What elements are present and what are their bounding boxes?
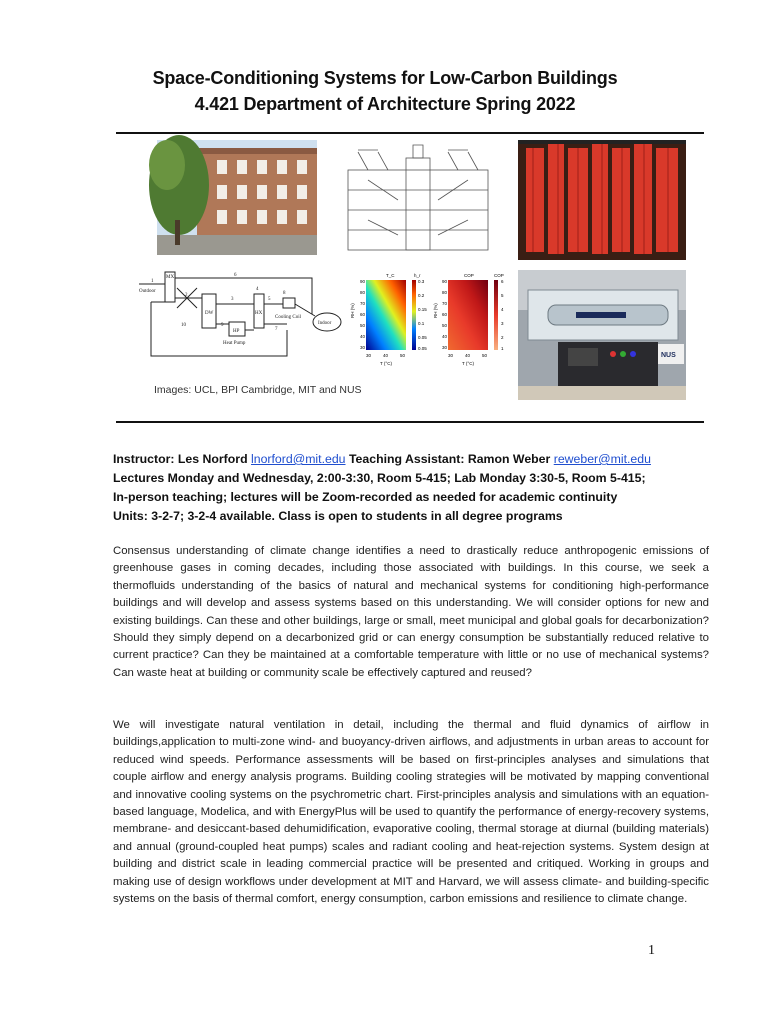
heatmap2-ytick: 60 — [442, 312, 448, 317]
diagram-label-3: 3 — [231, 297, 234, 302]
instructor-line — [113, 450, 713, 469]
cop-heatmap — [434, 270, 514, 372]
heatmap2-ytick: 40 — [442, 334, 448, 339]
document-title: Space-Conditioning Systems for Low-Carbon Buildings — [152, 68, 618, 88]
diagram-label-8: 8 — [283, 291, 286, 296]
heatmap1-ylabel: RH (%) — [350, 303, 355, 318]
heatmap2-ytick: 80 — [442, 290, 448, 295]
heatmap2-cbar: 6 — [501, 279, 504, 284]
heatmap2-ytick: 30 — [442, 345, 448, 350]
bottom-divider — [116, 421, 704, 423]
paragraph-1: Consensus understanding of climate change identifies a need to drastically reduce anthropogenic emissions of greenhouse gases in coming decades, including those associated with buildings. In this course, we seek a thermofluids understanding of the basics of natural and mechanical systems for conditioning high-performance buildings and will develop and assess systems based on this understanding. We will consider options for new and existing buildings. Can these and other buildings, large or small, meet municipal and global goals for decarbonization? Should they simply depend on a decarbonized grid or can energy consumption be substantially reduced relative to current practice? Can they be maintained at a comfortable temperature with little or no use of mechanical systems? Can waste heat at building or community scale be effectively captured and reused? — [113, 545, 709, 679]
heatmap1-top-left: T_C — [386, 273, 395, 278]
lectures-line: Lectures Monday and Wednesday, 2:00-3:30, Room 5-415; Lab Monday 3:30-5, Room 5-415; — [113, 471, 646, 485]
diagram-label-6: 6 — [234, 273, 237, 278]
building-section-drawing — [328, 140, 508, 258]
heatmap1-top-right: h_r — [414, 273, 421, 278]
diagram-label-1: 1 — [151, 279, 154, 284]
heatmap2-cbar: 2 — [501, 335, 504, 340]
diagram-label-outdoor: Outdoor — [139, 289, 156, 294]
page-number: 1 — [648, 943, 655, 958]
teaching-line: In-person teaching; lectures will be Zoom-recorded as needed for academic continuity — [113, 490, 618, 504]
heatmap2-cbar: 3 — [501, 321, 504, 326]
diagram-label-hp: HP — [233, 329, 240, 334]
heatmap1-cbar: 0.1 — [418, 321, 425, 326]
heatmap1-cbar: 0.15 — [418, 307, 427, 312]
device-brand-label: NUS — [661, 352, 676, 359]
ta-label: Teaching Assistant: Ramon Weber — [345, 452, 554, 466]
ta-email-link[interactable]: reweber@mit.edu — [553, 452, 651, 466]
instructor-email-link[interactable]: lnorford@mit.edu — [251, 452, 346, 466]
heatmap2-cbar: 1 — [501, 346, 504, 351]
course-subtitle: 4.421 Department of Architecture Spring 2022 — [194, 94, 576, 114]
heatmap2-top-right: COP — [494, 273, 504, 278]
heatmap1-ytick: 70 — [360, 301, 366, 306]
heatmap1-ytick: 40 — [360, 334, 366, 339]
diagram-label-mx: MX — [166, 275, 175, 280]
heatmap2-xlabel: T (°C) — [462, 361, 474, 366]
heatmap1-ytick: 90 — [360, 279, 366, 284]
diagram-label-cooling-coil: Cooling Coil — [275, 315, 301, 320]
heatmap2-ytick: 50 — [442, 323, 448, 328]
lab-device-photo — [518, 270, 686, 400]
top-divider — [116, 132, 704, 134]
heatmap1-ytick: 60 — [360, 312, 366, 317]
course-info — [113, 450, 713, 526]
diagram-label-9: 9 — [221, 323, 224, 328]
red-curtain-photo — [518, 140, 686, 260]
figure-caption: Images: UCL, BPI Cambridge, MIT and NUS — [154, 384, 362, 396]
diagram-label-dw: DW — [205, 311, 214, 316]
diagram-label-2: 2 — [185, 293, 188, 298]
heatmap2-ylabel: RH (%) — [433, 303, 438, 318]
diagram-label-indoor: Indoor — [318, 321, 332, 326]
temperature-heatmap — [350, 270, 434, 372]
instructor-label: Instructor: Les Norford — [113, 452, 252, 466]
heatmap1-cbar: 0.05 — [418, 346, 427, 351]
heatmap2-xtick: 30 — [448, 353, 454, 358]
system-schematic-diagram — [137, 268, 344, 368]
heatmap1-cbar: 0.3 — [418, 279, 425, 284]
diagram-label-10: 10 — [181, 323, 186, 328]
heatmap1-cbar: 0.05 — [418, 335, 427, 340]
heatmap1-xtick: 50 — [400, 353, 406, 358]
heatmap1-xlabel: T (°C) — [380, 361, 392, 366]
heatmap2-cbar: 5 — [501, 293, 504, 298]
heatmap2-ytick: 90 — [442, 279, 448, 284]
diagram-label-7: 7 — [275, 327, 278, 332]
heatmap1-ytick: 80 — [360, 290, 366, 295]
heatmap1-xtick: 40 — [383, 353, 389, 358]
heatmap1-cbar: 0.2 — [418, 293, 425, 298]
heatmap1-ytick: 50 — [360, 323, 366, 328]
heatmap2-top-left: COP — [464, 273, 474, 278]
heatmap2-ytick: 70 — [442, 301, 448, 306]
units-line: Units: 3-2-7; 3-2-4 available. Class is open to students in all degree programs — [113, 509, 563, 523]
heatmap2-xtick: 40 — [465, 353, 471, 358]
paragraph-2: We will investigate natural ventilation in detail, including the thermal and fluid dynamics of airflow in buildings,application to multi-zone wind- and buoyancy-driven airflows, and adjustments in urban areas to account for reduced wind speeds. Performance assessments will be based on first-principles analyses and simulations that couple airflow and energy analysis programs. Building cooling strategies will be motivated by mapping conventional and innovative cooling systems on the psychrometric chart. First-principles analysis and simulations with an equation-based language, Modelica, and with EnergyPlus will be used to quantify the performance of energy-recovery systems, membrane- and desiccant-based dehumidification, evaporative cooling, thermal storage at diurnal (building materials) and annual (ground-coupled heat pumps) scales and radiant cooling and heat-rejection systems. System design at building and district scale in leading commercial practice will be presented and critiqued. Working in groups and making use of design workflows under development at MIT and Harvard, we will assess climate- and building-specific systems on the basis of thermal comfort, energy consumption, carbon emissions and resilience to climate change. — [113, 719, 709, 906]
heatmap1-ytick: 30 — [360, 345, 366, 350]
diagram-label-hx: HX — [255, 311, 263, 316]
diagram-label-4: 4 — [256, 287, 259, 292]
heatmap1-xtick: 30 — [366, 353, 372, 358]
heatmap2-cbar: 4 — [501, 307, 504, 312]
building-photo — [157, 140, 317, 255]
diagram-label-heat-pump: Heat Pump — [223, 341, 246, 346]
heatmap2-xtick: 50 — [482, 353, 488, 358]
diagram-label-5: 5 — [268, 297, 271, 302]
